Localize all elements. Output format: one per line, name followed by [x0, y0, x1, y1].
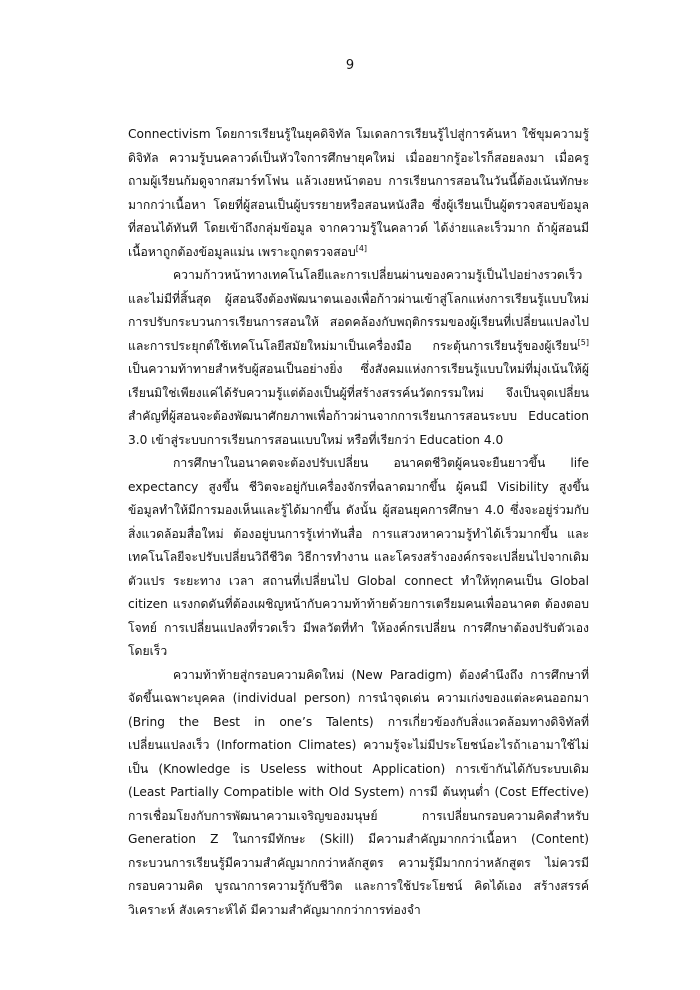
paragraph-text: ความก้าวหน้าทางเทคโนโลยีและการเปลี่ยนผ่านของความรู้เป็นไปอย่างรวดเร็วและไม่มีที่สิ้นสุด ผู้สอนจึงต้องพัฒนาตนเองเพื่อก้าวผ่านเข้าสู่โลกแห่งการเรียนรู้แบบใหม่ การปรับกระบวนการเรียนการสอนให้ สอดคล้องกับพฤติกรรมของผู้เรียนที่เปลี่ยนแปลงไป และการประยุกต์ใช้เทคโนโลยีสมัยใหม่มาเป็นเครื่องมือ กระตุ้นการเรียนรู้ของผู้เรียน: [128, 268, 589, 353]
paragraph-text: การศึกษาในอนาคตจะต้องปรับเปลี่ยน อนาคตชีวิตผู้คนจะยืนยาวขึ้น life expectancy สูงขึ้น ชีวิตจะอยู่กับเครื่องจักรที่ฉลาดมากขึ้น ผู้คนมี Visibility สูงขึ้น ข้อมูลทำให้มีการมองเห็นและรู้ได้มากขึ้น ดังนั้น ผู้สอนยุคการศึกษา 4.0 ซึ่งจะอยู่ร่วมกับสิ่งแวดล้อมสื่อใหม่ ต้องอยู่บนการรู้เท่าทันสื่อ การแสวงหาความรู้ทำได้เร็วมากขึ้น และเทคโนโลยีจะปรับเปลี่ยนวิถีชีวิต วิธีการทำงาน และโครงสร้างองค์กรจะเปลี่ยนไปจากเดิม ตัวแปร ระยะทาง เวลา สถานที่เปลี่ยนไป Global connect ทำให้ทุกคนเป็น Global citizen แรงกดดันที่ต้องเผชิญหน้ากับความท้าท้ายด้วยการเตรียมคนเพื่ออนาคต ต้องตอบโจทย์ การเปลี่ยนแปลงที่รวดเร็ว มีพลวัตที่ทำ ให้องค์กรเปลี่ยน การศึกษาต้องปรับตัวเองโดยเร็ว: [128, 456, 589, 658]
paragraph-technology-progress: [128, 264, 589, 452]
paragraph-text: ความท้าท้ายสู่กรอบความคิดใหม่ (New Paradigm) ต้องคำนึงถึง การศึกษาที่จัดขึ้นเฉพาะบุคคล (individual person) การนำจุดเด่น ความเก่งของแต่ละคนออกมา (Bring the Best in one’s Talents) การเกี่ยวข้องกับสิ่งแวดล้อมทางดิจิทัลที่เปลี่ยนแปลงเร็ว (Information Climates) ความรู้จะไม่มีประโยชน์อะไรถ้าเอามาใช้ไม่เป็น (Knowledge is Useless without Application) การเข้ากันได้กับระบบเดิม (Least Partially Compatible with Old System) การมี ต้นทุนต่ำ (Cost Effective) การเชื่อมโยงกับการพัฒนาความเจริญของมนุษย์ การเปลี่ยนกรอบความคิดสำหรับ Generation Z ในการมีทักษะ (Skill) มีความสำคัญมากกว่าเนื้อหา (Content) กระบวนการเรียนรู้มีความสำคัญมากกว่าหลักสูตร ความรู้มีมากกว่าหลักสูตร ไม่ควรมีกรอบความคิด บูรณาการความรู้กับชีวิต และการใช้ประโยชน์ คิดได้เอง สร้างสรรค์ วิเคราะห์ สังเคราะห์ได้ มีความสำคัญมากกว่าการท่องจำ: [128, 667, 589, 917]
page-number: 9: [345, 58, 355, 73]
paragraph-future-education: [128, 452, 589, 664]
paragraph-text-continued: เป็นความท้าทายสำหรับผู้สอนเป็นอย่างยิ่ง ซึ่งสังคมแห่งการเรียนรู้แบบใหม่ที่มุ่งเน้นให้ผู้เรียนมิใช่เพียงแค่ได้รับความรู้แต่ต้องเป็นผู้ที่สร้างสรรค์นวัตกรรมใหม่ จึงเป็นจุดเปลี่ยนสำคัญที่ผู้สอนจะต้องพัฒนาศักยภาพเพื่อก้าวผ่านจากการเรียนการสอนระบบ Education 3.0 เข้าสู่ระบบการเรียนการสอนแบบใหม่ หรือที่เรียกว่า Education 4.0: [128, 362, 589, 447]
reference-marker: [5]: [577, 337, 589, 347]
paragraph-connectivism: [128, 123, 589, 264]
paragraph-new-paradigm: [128, 664, 589, 923]
paragraph-text: Connectivism โดยการเรียนรู้ในยุคดิจิทัล โมเดลการเรียนรู้ไปสู่การค้นหา ใช้ขุมความรู้ดิจิทัล ความรู้บนคลาวด์เป็นหัวใจการศึกษายุคใหม่ เมื่ออยากรู้อะไรก็สอยลงมา เมื่อครูถามผู้เรียนก้มดูจากสมาร์ทโฟน แล้วเงยหน้าตอบ การเรียนการสอนในวันนี้ต้องเน้นทักษะมากกว่าเนื้อหา โดยที่ผู้สอนเป็นผู้บรรยายหรือสอนหนังสือ ซึ่งผู้เรียนเป็นผู้ตรวจสอบข้อมูลที่สอนได้ทันที โดยเข้าถึงกลุ่มข้อมูล จากความรู้ในคลาวด์ ได้ง่ายและเร็วมาก ถ้าผู้สอนมีเนื้อหาถูกต้องข้อมูลแม่น เพราะถูกตรวจสอบ: [128, 127, 589, 259]
reference-marker: [4]: [355, 243, 368, 253]
document-body: [128, 123, 589, 922]
